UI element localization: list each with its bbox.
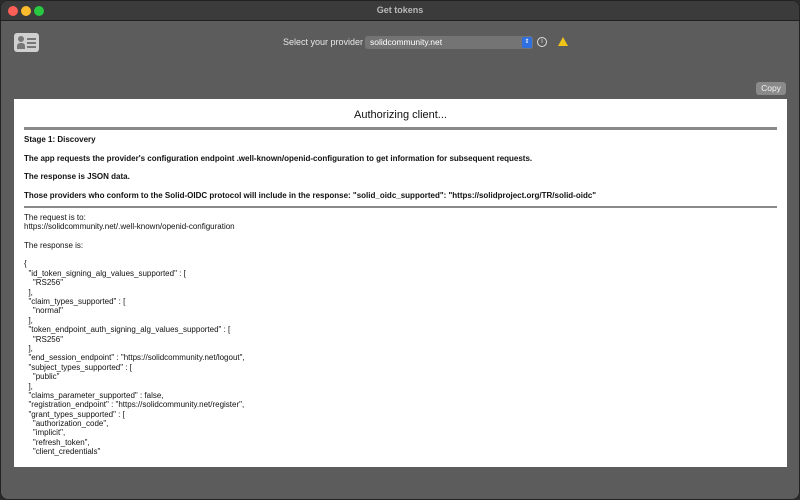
json-line: "client_credentials" — [24, 447, 101, 457]
json-line: ], — [24, 287, 33, 297]
window-title: Get tokens — [376, 5, 424, 15]
json-line: "refresh_token", — [24, 437, 90, 447]
provider-select[interactable] — [365, 36, 533, 49]
json-line: ], — [24, 343, 33, 353]
stage-title: Stage 1: Discovery — [24, 135, 96, 144]
info-icon[interactable]: i — [537, 37, 547, 47]
json-line: "claims_parameter_supported" : false, — [24, 390, 164, 400]
chevron-up-down-icon: ⇕ — [522, 37, 532, 48]
json-line: "authorization_code", — [24, 419, 109, 429]
json-line: "public" — [24, 372, 60, 382]
provider-label: Select your provider — [283, 37, 364, 47]
json-line: "token_endpoint_auth_signing_alg_values_supported" : [ — [24, 325, 231, 335]
title-bar — [1, 1, 799, 21]
json-line: "normal" — [24, 306, 64, 316]
json-line: "implicit", — [24, 428, 66, 438]
provider-value: solidcommunity.net — [370, 37, 443, 47]
request-label: The request is to: — [24, 212, 86, 222]
contact-card-icon — [14, 33, 39, 52]
json-line: ], — [24, 315, 33, 325]
warning-icon[interactable] — [558, 37, 568, 46]
paragraph: The app requests the provider's configuration endpoint .well-known/openid-configuration to get information for subsequent requests. — [24, 153, 533, 163]
paragraph: The response is JSON data. — [24, 172, 130, 181]
response-label: The response is: — [24, 240, 84, 250]
json-line: "RS256" — [24, 278, 64, 288]
divider — [24, 206, 777, 208]
json-line: ], — [24, 381, 33, 391]
paragraph: Those providers who conform to the Solid-OIDC protocol will include in the response: "solid_oidc_supported": "https://solidproject.org/TR/solid-oidc" — [24, 190, 597, 200]
json-line: { — [24, 259, 27, 269]
json-line: "id_token_signing_alg_values_supported" : [ — [24, 268, 186, 278]
copy-button[interactable]: Copy — [756, 82, 786, 95]
json-line: "registration_endpoint" : "https://solidcommunity.net/register", — [24, 400, 245, 410]
json-line: "RS256" — [24, 334, 64, 344]
json-response — [24, 259, 777, 456]
request-url: https://solidcommunity.net/.well-known/openid-configuration — [24, 221, 235, 231]
json-line: "grant_types_supported" : [ — [24, 409, 125, 419]
output-text-view[interactable] — [14, 99, 787, 467]
divider — [24, 127, 777, 130]
status-heading: Authorizing client... — [354, 109, 447, 121]
json-line: "end_session_endpoint" : "https://solidcommunity.net/logout", — [24, 353, 245, 363]
json-line: "subject_types_supported" : [ — [24, 362, 132, 372]
json-line: "claim_types_supported" : [ — [24, 297, 126, 307]
